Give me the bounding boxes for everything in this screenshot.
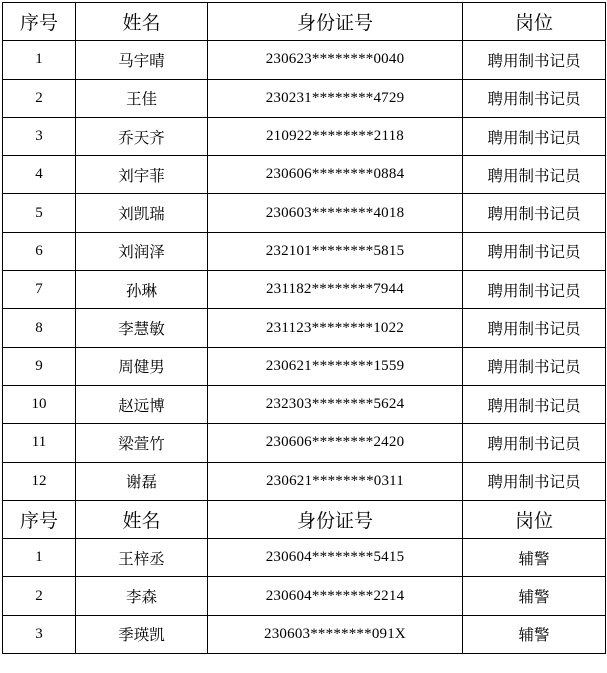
cell-no: 12 bbox=[3, 462, 76, 500]
cell-name: 季瑛凯 bbox=[76, 615, 208, 653]
cell-post: 聘用制书记员 bbox=[463, 385, 606, 423]
cell-id: 230603********091X bbox=[208, 615, 463, 653]
cell-name: 周健男 bbox=[76, 347, 208, 385]
header-post: 岗位 bbox=[463, 500, 606, 538]
cell-no: 4 bbox=[3, 156, 76, 194]
cell-post: 聘用制书记员 bbox=[463, 156, 606, 194]
table-row bbox=[3, 309, 606, 347]
cell-post: 聘用制书记员 bbox=[463, 232, 606, 270]
header-row bbox=[3, 500, 606, 538]
header-row bbox=[3, 3, 606, 41]
cell-id: 230621********1559 bbox=[208, 347, 463, 385]
table-row bbox=[3, 271, 606, 309]
header-no: 序号 bbox=[3, 3, 76, 41]
table-row bbox=[3, 577, 606, 615]
cell-no: 3 bbox=[3, 615, 76, 653]
cell-post: 聘用制书记员 bbox=[463, 347, 606, 385]
cell-name: 王佳 bbox=[76, 79, 208, 117]
cell-post: 聘用制书记员 bbox=[463, 309, 606, 347]
cell-id: 231123********1022 bbox=[208, 309, 463, 347]
cell-id: 230606********0884 bbox=[208, 156, 463, 194]
cell-name: 刘凯瑞 bbox=[76, 194, 208, 232]
cell-id: 230604********2214 bbox=[208, 577, 463, 615]
cell-name: 梁萱竹 bbox=[76, 424, 208, 462]
table-row bbox=[3, 424, 606, 462]
table-row bbox=[3, 385, 606, 423]
table-row bbox=[3, 539, 606, 577]
table-row bbox=[3, 462, 606, 500]
table-row bbox=[3, 615, 606, 653]
table-row bbox=[3, 232, 606, 270]
cell-name: 孙琳 bbox=[76, 271, 208, 309]
cell-name: 李慧敏 bbox=[76, 309, 208, 347]
cell-id: 232303********5624 bbox=[208, 385, 463, 423]
cell-no: 1 bbox=[3, 41, 76, 79]
cell-id: 231182********7944 bbox=[208, 271, 463, 309]
cell-no: 3 bbox=[3, 117, 76, 155]
header-name: 姓名 bbox=[76, 3, 208, 41]
cell-post: 辅警 bbox=[463, 615, 606, 653]
table-row bbox=[3, 347, 606, 385]
cell-id: 232101********5815 bbox=[208, 232, 463, 270]
table-row bbox=[3, 194, 606, 232]
cell-id: 230623********0040 bbox=[208, 41, 463, 79]
cell-name: 刘宇菲 bbox=[76, 156, 208, 194]
cell-id: 230231********4729 bbox=[208, 79, 463, 117]
table-row bbox=[3, 41, 606, 79]
header-no: 序号 bbox=[3, 500, 76, 538]
header-name: 姓名 bbox=[76, 500, 208, 538]
header-id: 身份证号 bbox=[208, 500, 463, 538]
cell-id: 230604********5415 bbox=[208, 539, 463, 577]
cell-post: 聘用制书记员 bbox=[463, 271, 606, 309]
personnel-table bbox=[2, 2, 606, 654]
cell-no: 10 bbox=[3, 385, 76, 423]
cell-no: 2 bbox=[3, 79, 76, 117]
cell-no: 8 bbox=[3, 309, 76, 347]
cell-id: 230603********4018 bbox=[208, 194, 463, 232]
cell-name: 赵远博 bbox=[76, 385, 208, 423]
cell-name: 谢磊 bbox=[76, 462, 208, 500]
cell-no: 11 bbox=[3, 424, 76, 462]
cell-post: 聘用制书记员 bbox=[463, 424, 606, 462]
cell-post: 辅警 bbox=[463, 577, 606, 615]
cell-post: 聘用制书记员 bbox=[463, 194, 606, 232]
cell-no: 1 bbox=[3, 539, 76, 577]
cell-name: 马宇晴 bbox=[76, 41, 208, 79]
cell-name: 王梓丞 bbox=[76, 539, 208, 577]
cell-post: 聘用制书记员 bbox=[463, 79, 606, 117]
cell-post: 辅警 bbox=[463, 539, 606, 577]
cell-post: 聘用制书记员 bbox=[463, 41, 606, 79]
cell-id: 230621********0311 bbox=[208, 462, 463, 500]
cell-id: 230606********2420 bbox=[208, 424, 463, 462]
table-row bbox=[3, 117, 606, 155]
table-row bbox=[3, 156, 606, 194]
table-row bbox=[3, 79, 606, 117]
header-id: 身份证号 bbox=[208, 3, 463, 41]
cell-name: 乔天齐 bbox=[76, 117, 208, 155]
cell-no: 5 bbox=[3, 194, 76, 232]
cell-id: 210922********2118 bbox=[208, 117, 463, 155]
cell-name: 刘润泽 bbox=[76, 232, 208, 270]
header-post: 岗位 bbox=[463, 3, 606, 41]
cell-no: 7 bbox=[3, 271, 76, 309]
table-body bbox=[3, 3, 606, 654]
cell-post: 聘用制书记员 bbox=[463, 117, 606, 155]
cell-no: 2 bbox=[3, 577, 76, 615]
cell-no: 6 bbox=[3, 232, 76, 270]
cell-post: 聘用制书记员 bbox=[463, 462, 606, 500]
cell-name: 李森 bbox=[76, 577, 208, 615]
cell-no: 9 bbox=[3, 347, 76, 385]
